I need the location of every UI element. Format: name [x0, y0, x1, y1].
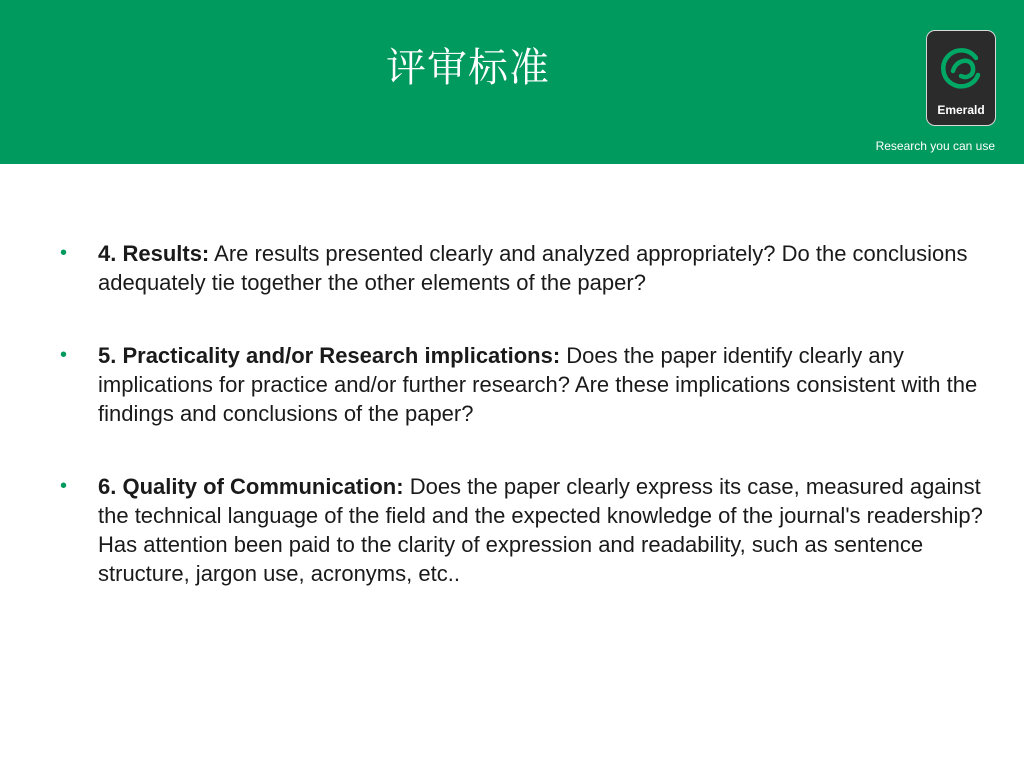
bullet-heading: 5. Practicality and/or Research implications: — [98, 343, 561, 368]
bullet-practicality — [58, 341, 996, 428]
bullet-dot-icon: • — [60, 242, 68, 264]
bullet-heading: 6. Quality of Communication: — [98, 474, 404, 499]
bullet-results — [58, 239, 996, 297]
header-bar — [0, 0, 1024, 164]
bullet-text: Does the paper clearly express its case, measured against the technical language of the field and the expected knowledge of the journal's readership? Has attention been paid to the clarity of expression and readability, such as sentence structure, jargon use, acronyms, etc.. — [98, 474, 983, 586]
bullet-text: Does the paper identify clearly any implications for practice and/or further research? Are these implications consistent with the findings and conclusions of the paper? — [98, 343, 978, 426]
bullet-list — [58, 239, 996, 632]
bullet-heading: 4. Results: — [98, 241, 210, 266]
slide-title: 评审标准 — [386, 45, 550, 91]
bullet-text: Are results presented clearly and analyzed appropriately? Do the conclusions adequately tie together the other elements of the paper? — [98, 241, 968, 295]
bullet-communication — [58, 472, 996, 588]
emerald-logo — [927, 31, 995, 125]
logo-name: Emerald — [937, 103, 985, 117]
bullet-dot-icon: • — [60, 475, 68, 497]
logo-tagline: Research you can use — [875, 139, 995, 153]
bullet-dot-icon: • — [60, 344, 68, 366]
emerald-e-icon — [927, 31, 995, 103]
